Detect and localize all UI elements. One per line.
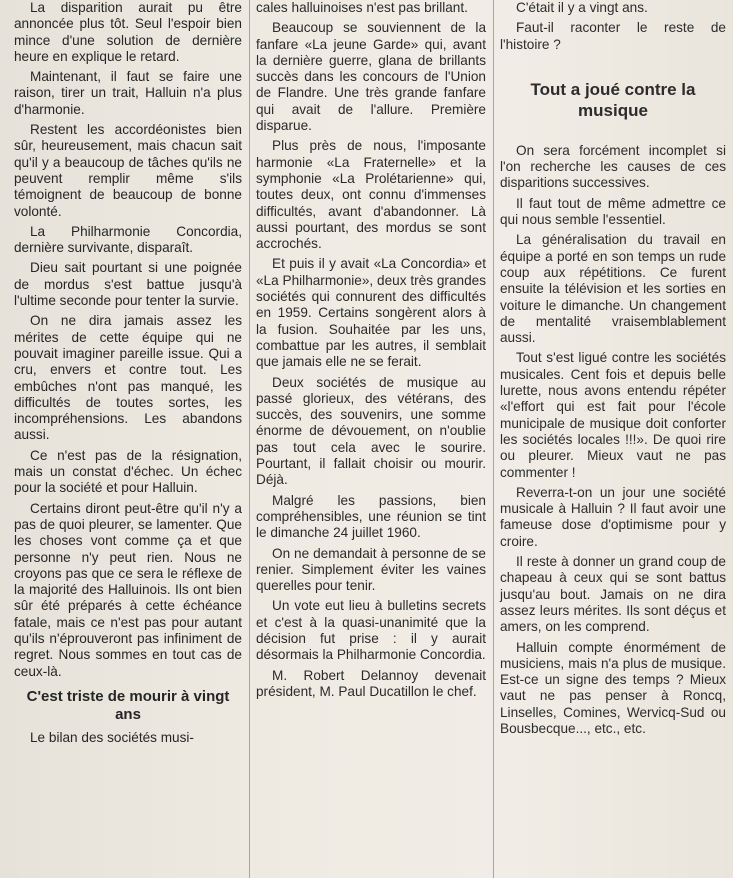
paragraph: Faut-il raconter le reste de l'histoire ? xyxy=(500,20,726,52)
paragraph: La disparition aurait pu être annoncée plus tôt. Seul l'espoir bien mince d'une solution de dernière heure en explique le retard. xyxy=(14,0,242,64)
paragraph: Beaucoup se souviennent de la fanfare «La jeune Garde» qui, avant la dernière guerre, glana de brillants succès dans les concours de l'Union de Flandre. Une très grande fanfare qui avait de l'allure. Première disparue. xyxy=(256,20,486,134)
paragraph: Malgré les passions, bien compréhensibles, une réunion se tint le dimanche 24 juillet 1960. xyxy=(256,492,486,541)
paragraph: Le bilan des sociétés musi- xyxy=(30,729,194,745)
column-rule xyxy=(493,0,494,878)
paragraph-continued: cales halluinoises n'est pas brillant. xyxy=(256,0,468,15)
column-1 xyxy=(14,0,242,750)
paragraph: Maintenant, il faut se faire une raison, tirer un trait, Halluin n'a plus d'harmonie. xyxy=(14,69,242,117)
column-2 xyxy=(256,0,486,704)
section-heading: Tout a joué contre la musique xyxy=(530,79,696,120)
paragraph: Plus près de nous, l'imposante harmonie «La Fraternelle» et la symphonie «La Prolétarienne» qui, toutes deux, ont connu d'immenses difficultés, avant d'abandonner. Là aussi pourtant, des mordus se sont accrochés. xyxy=(256,138,486,252)
paragraph: Dieu sait pourtant si une poignée de mordus s'est battue jusqu'à l'ultime seconde pour tenter la survie. xyxy=(14,260,242,309)
column-3 xyxy=(500,0,726,741)
paragraph: Certains diront peut-être qu'il n'y a pas de quoi pleurer, se lamenter. Que les choses vont comme ça et que personne n'y peut rien. Nous ne croyons pas que ce sera le réflexe de la majorité des Halluinois. Ils ont bien sûr été préparés à cette échéance fatale, mais ce n'est pas pour autant qu'ils n'éprouveront pas infiniment de regret. Nous sommes en tout cas de ceux-là. xyxy=(14,500,242,679)
paragraph: La Philharmonie Concordia, dernière survivante, disparaît. xyxy=(14,223,242,256)
paragraph: On ne demandait à personne de se renier. Simplement éviter les vaines querelles pour tenir. xyxy=(256,545,486,594)
paragraph: Tout s'est ligué contre les sociétés musicales. Cent fois et depuis belle lurette, nous avons entendu répéter «l'effort qui est fait pour l'école municipale de musique doit conforter les sociétés locales !!!». De quoi rire ou pleurer. Mieux vaut ne pas commenter ! xyxy=(500,350,726,480)
paragraph: Restent les accordéonistes bien sûr, heureusement, mais chacun sait qu'il y a beaucoup de tâches qu'ils ne peuvent remplir même s'ils témoignent de beaucoup de bonne volonté. xyxy=(14,122,242,219)
paragraph: M. Robert Delannoy devenait président, M. Paul Ducatillon le chef. xyxy=(256,667,486,699)
paragraph: On ne dira jamais assez les mérites de cette équipe qui ne pouvait imaginer pareille issue. Qui a cru, envers et contre tout. Les embûches n'ont pas manqué, les difficultés de toutes sortes, les incompréhensions. Les abandons aussi. xyxy=(14,313,242,443)
paragraph: Il faut tout de même admettre ce qui nous semble l'essentiel. xyxy=(500,195,726,228)
column-rule xyxy=(249,0,250,878)
paragraph: On sera forcément incomplet si l'on recherche les causes de ces disparitions successives. xyxy=(500,142,726,191)
paragraph: Reverra-t-on un jour une société musicale à Halluin ? Il faut avoir une fameuse dose d'optimisme pour y croire. xyxy=(500,484,726,549)
paragraph: Un vote eut lieu à bulletins secrets et c'est à la quasi-unanimité que la décision fut prise : il y aurait désormais la Philharmonie Concordia. xyxy=(256,598,486,663)
section-heading: C'est triste de mourir à vingt ans xyxy=(26,687,230,723)
paragraph: Et puis il y avait «La Concordia» et «La Philharmonie», deux très grandes sociétés qui connurent des difficultés en 1959. Certains songèrent alors à la fusion. Souhaitée par les uns, combattue par les autres, il semblait que jamais elle ne se ferait. xyxy=(256,256,486,370)
paragraph: La généralisation du travail en équipe a porté en son temps un rude coup aux répétitions. Ce furent ensuite la télévision et les sorties en voiture le dimanche. Un changement de mentalité vraisemblablement aussi. xyxy=(500,232,726,346)
paragraph: C'était il y a vingt ans. xyxy=(516,0,648,15)
paragraph: Deux sociétés de musique au passé glorieux, des vétérans, des succès, des souvenirs, une somme énorme de dévouement, on n'oublie pas tout cela avec le sourire. Pourtant, il fallait choisir ou mourir. Déjà. xyxy=(256,374,486,488)
paragraph: Halluin compte énormément de musiciens, mais n'a plus de musique. Est-ce un signe des temps ? Mieux vaut ne pas penser à Roncq, Linselles, Comines, Wervicq-Sud ou Bousbecque..., etc., etc. xyxy=(500,639,726,736)
paragraph: Il reste à donner un grand coup de chapeau à ceux qui se sont battus jusqu'au bout. Jamais on ne dira assez leurs mérites. Ils sont déçus et amers, on les comprend. xyxy=(500,554,726,635)
paragraph: Ce n'est pas de la résignation, mais un constat d'échec. Un échec pour la société et pour Halluin. xyxy=(14,447,242,496)
